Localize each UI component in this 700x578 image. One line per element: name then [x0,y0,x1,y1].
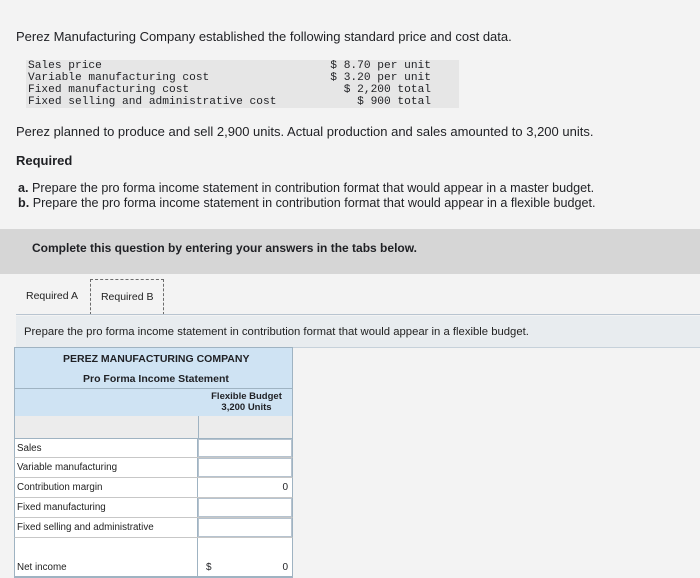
task-a-marker: a. [18,181,29,195]
column-header-row [14,389,293,416]
instructions-banner: Complete this question by entering your answers in the tabs below. [0,229,700,274]
standard-label: Variable manufacturing cost [28,72,210,84]
net-income-row [14,558,293,578]
row-label: Sales [15,439,198,457]
row-label: Fixed manufacturing [15,498,198,517]
task-b-text: Prepare the pro forma income statement in contribution format that would appear in a flexible budget. [32,196,596,210]
spacer-row [14,416,293,438]
column-header-line1: Flexible Budget [211,391,282,402]
fixed-manufacturing-input[interactable] [198,498,292,517]
row-label: Fixed selling and administrative [15,518,198,537]
tab-bar [16,279,164,315]
income-statement [14,347,293,578]
task-list [18,181,596,211]
tab-instruction: Prepare the pro forma income statement in contribution format that would appear in a flexible budget. [24,326,529,338]
standard-label: Sales price [28,60,102,72]
tab-required-a[interactable]: Required A [16,279,88,315]
standard-value: $ 3.20 per unit [330,72,431,84]
net-income-label: Net income [15,558,198,576]
column-header-line2: 3,200 Units [221,402,272,413]
company-name: PEREZ MANUFACTURING COMPANY [63,353,250,365]
standard-value: $ 900 total [357,96,431,108]
variable-manufacturing-input[interactable] [198,458,292,477]
table-row [14,498,293,518]
table-row [14,478,293,498]
tab-divider [16,314,700,315]
sales-input[interactable] [198,439,292,457]
contribution-margin-value: 0 [198,478,292,497]
statement-header [14,347,293,389]
task-a-text: Prepare the pro forma income statement in contribution format that would appear in a master budget. [32,181,595,195]
blank-row [14,538,293,558]
tab-required-b[interactable]: Required B [90,279,165,315]
fixed-selling-admin-input[interactable] [198,518,292,537]
column-header [199,389,294,416]
standard-label: Fixed manufacturing cost [28,84,190,96]
row-label: Variable manufacturing [15,458,198,477]
table-row [14,438,293,458]
problem-intro: Perez Manufacturing Company established the following standard price and cost data. [16,29,512,44]
task-b-marker: b. [18,196,30,210]
net-income-cell [198,558,292,576]
standard-row [26,96,459,108]
table-row [14,458,293,478]
row-label: Contribution margin [15,478,198,497]
statement-title: Pro Forma Income Statement [83,373,229,385]
task-a [18,181,596,196]
standard-cost-table [26,60,459,108]
task-b [18,196,596,211]
standard-row [26,60,459,72]
standard-value: $ 8.70 per unit [330,60,431,72]
standard-label: Fixed selling and administrative cost [28,96,277,108]
required-heading: Required [16,153,73,168]
table-row [14,518,293,538]
standard-row [26,72,459,84]
currency-symbol: $ [206,562,212,573]
standard-value: $ 2,200 total [343,84,431,96]
standard-row [26,84,459,96]
net-income-value: 0 [282,562,288,573]
production-plan-text: Perez planned to produce and sell 2,900 units. Actual production and sales amounted to 3,200 units. [16,124,594,139]
